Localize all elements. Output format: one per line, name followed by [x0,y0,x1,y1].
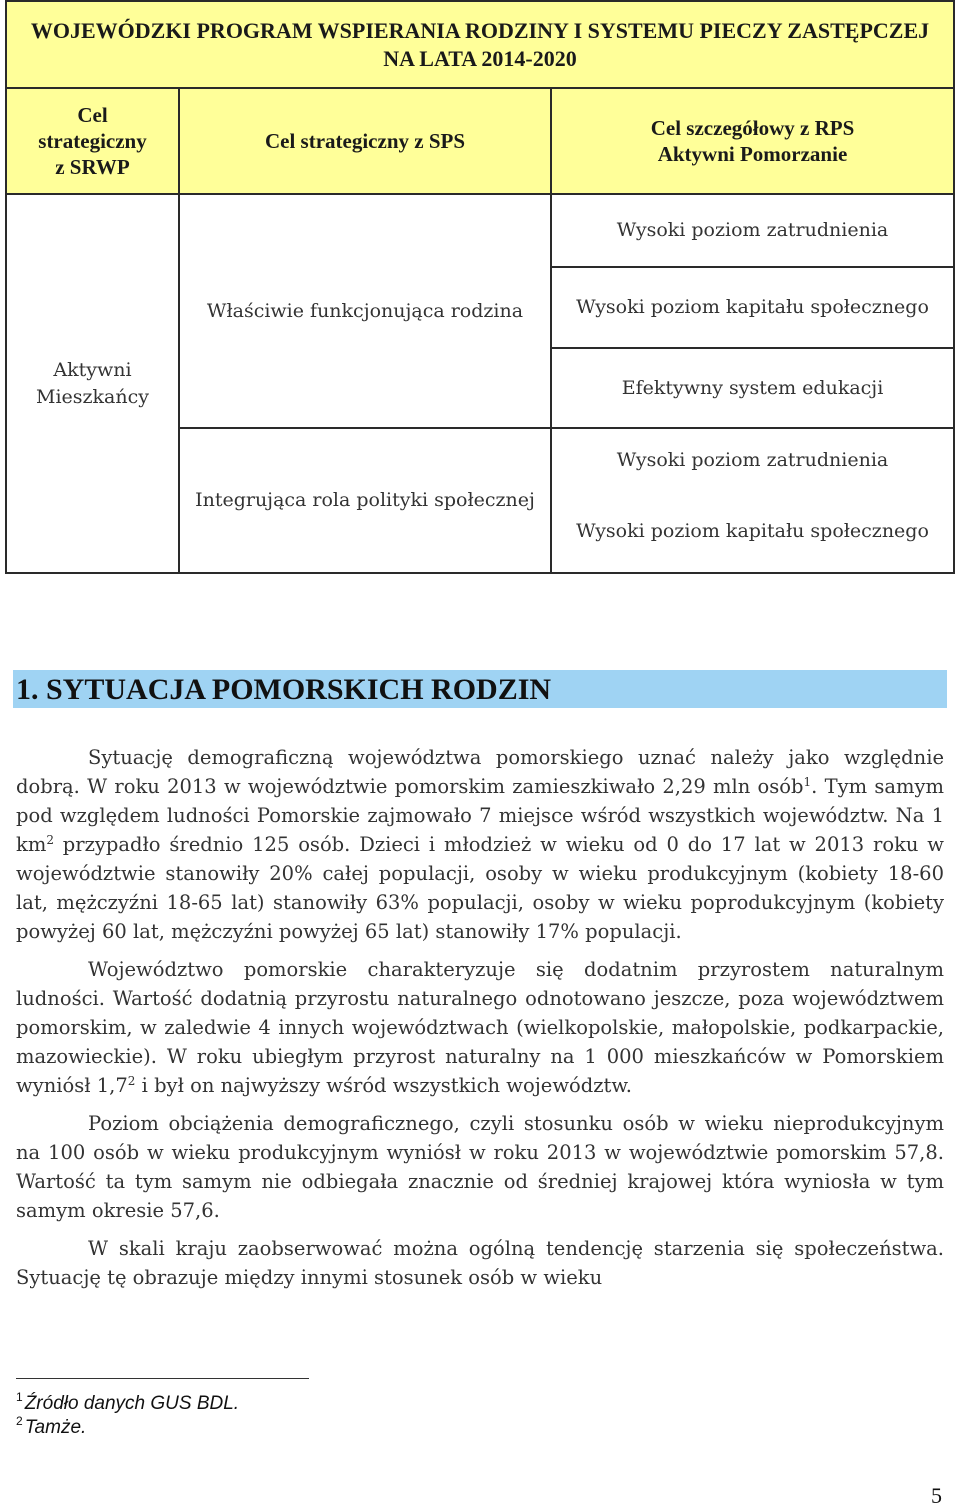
footnote-ref[interactable]: 2 [127,1074,136,1088]
text-run: przypadło średnio 125 osób. Dzieci i młodzież w wieku od 0 do 17 lat w 2013 roku w województwie stanowiły 20% całej populacji, osoby w wieku produkcyjnym (kobiety 18-60 lat, mężczyźni 18-65 lat) stanowiły 63% populacji, osoby w wieku poprodukcyjnym (kobiety powyżej 60 lat, mężczyźni powyżej 65 lat) stanowiły 17% populacji. [16,833,944,943]
srwp-goal-cell [7,195,180,572]
table-title [7,2,953,89]
header-sps [180,89,552,195]
text-run: W skali kraju zaobserwować można ogólną tendencję starzenia się społeczeństwa. Sytuację tę obrazuje między innymi stosunek osób w wieku [16,1237,944,1289]
footnote-divider [16,1378,309,1379]
sps-goal-cell [180,195,552,429]
rps-goal-cell [552,491,953,572]
footnote [16,1390,240,1415]
footnote-number: 1 [16,1390,23,1404]
text-run: . Tym samym pod względem ludności Pomorskie zajmowało 7 miejsce wśród wszystkich województw. Na 1 km [16,775,944,856]
rps-goal-cell [552,195,953,268]
text-run: Województwo pomorskie charakteryzuje się dodatnim przyrostem naturalnym ludności. Wartość dodatnią przyrostu naturalnego odnotowano jeszcze, poza województwem pomorskim, w zaledwie 4 innych województwach (wielkopolskie, małopolskie, podkarpackie, mazowieckie). W roku ubiegłym przyrost naturalny na 1 000 mieszkańców w Pomorskiem wyniósł 1,7 [16,958,944,1097]
header-srwp-line: Cel [77,103,108,127]
text-run: Poziom obciążenia demograficznego, czyli stosunku osób w wieku nieprodukcyjnym na 100 osób w wieku produkcyjnym wyniósł w roku 2013 w województwie pomorskim 57,8. Wartość ta tym samym nie odbiegała znacznie od średniej krajowej która wyniosła w tym samym okresie 57,6. [16,1112,944,1222]
superscript: 2 [46,833,54,847]
rps-goal-label: Wysoki poziom kapitału społecznego [576,296,929,318]
text-run: Sytuację demograficzną województwa pomorskiego uznać należy jako względnie dobrą. W roku 2013 w województwie pomorskim zamieszkiwało 2,29 mln osób [16,746,944,798]
goals-table [5,0,955,574]
footnote-text: Tamże. [24,1417,87,1438]
srwp-goal-line: Mieszkańcy [36,385,149,408]
paragraph [16,955,944,1100]
sps-goal-cell [180,429,552,572]
text-run: i był on najwyższy wśród wszystkich województw. [135,1074,632,1097]
rps-goal-label: Wysoki poziom zatrudnienia [616,448,889,471]
sps-goal-label: Właściwie funkcjonująca rodzina [206,299,524,322]
header-srwp [7,89,180,195]
table-title-line-2: NA LATA 2014-2020 [383,45,577,71]
header-sps-label: Cel strategiczny z SPS [264,129,466,153]
footnote-number: 2 [16,1414,23,1428]
section-heading [13,670,947,708]
header-rps-line: Cel szczegółowy z RPS [650,116,855,140]
rps-goal-label: Wysoki poziom kapitału społecznego [576,520,929,542]
body-text [16,743,944,1301]
page-number: 5 [931,1483,942,1508]
footnote [16,1414,87,1439]
srwp-goal-line: Aktywni [53,358,132,381]
header-srwp-line: strategiczny [38,129,147,153]
header-rps-line: Aktywni Pomorzanie [657,142,848,166]
rps-goal-label: Wysoki poziom zatrudnienia [616,219,889,241]
section-title: 1. SYTUACJA POMORSKICH RODZIN [16,673,552,706]
sps-goal-label: Integrująca rola polityki społecznej [195,489,535,511]
header-srwp-line: z SRWP [55,155,130,179]
paragraph [16,1234,944,1292]
header-rps [552,89,953,195]
rps-goal-cell [552,268,953,349]
rps-goal-cell [552,349,953,429]
rps-goal-cell [552,429,953,491]
paragraph [16,1109,944,1225]
rps-goal-label: Efektywny system edukacji [621,376,884,399]
table-title-line-1: WOJEWÓDZKI PROGRAM WSPIERANIA RODZINY I SYSTEMU PIECZY ZASTĘPCZEJ [30,17,930,43]
paragraph [16,743,944,946]
footnote-text: Źródło danych GUS BDL. [24,1393,240,1414]
footnote-ref[interactable]: 1 [803,775,812,789]
